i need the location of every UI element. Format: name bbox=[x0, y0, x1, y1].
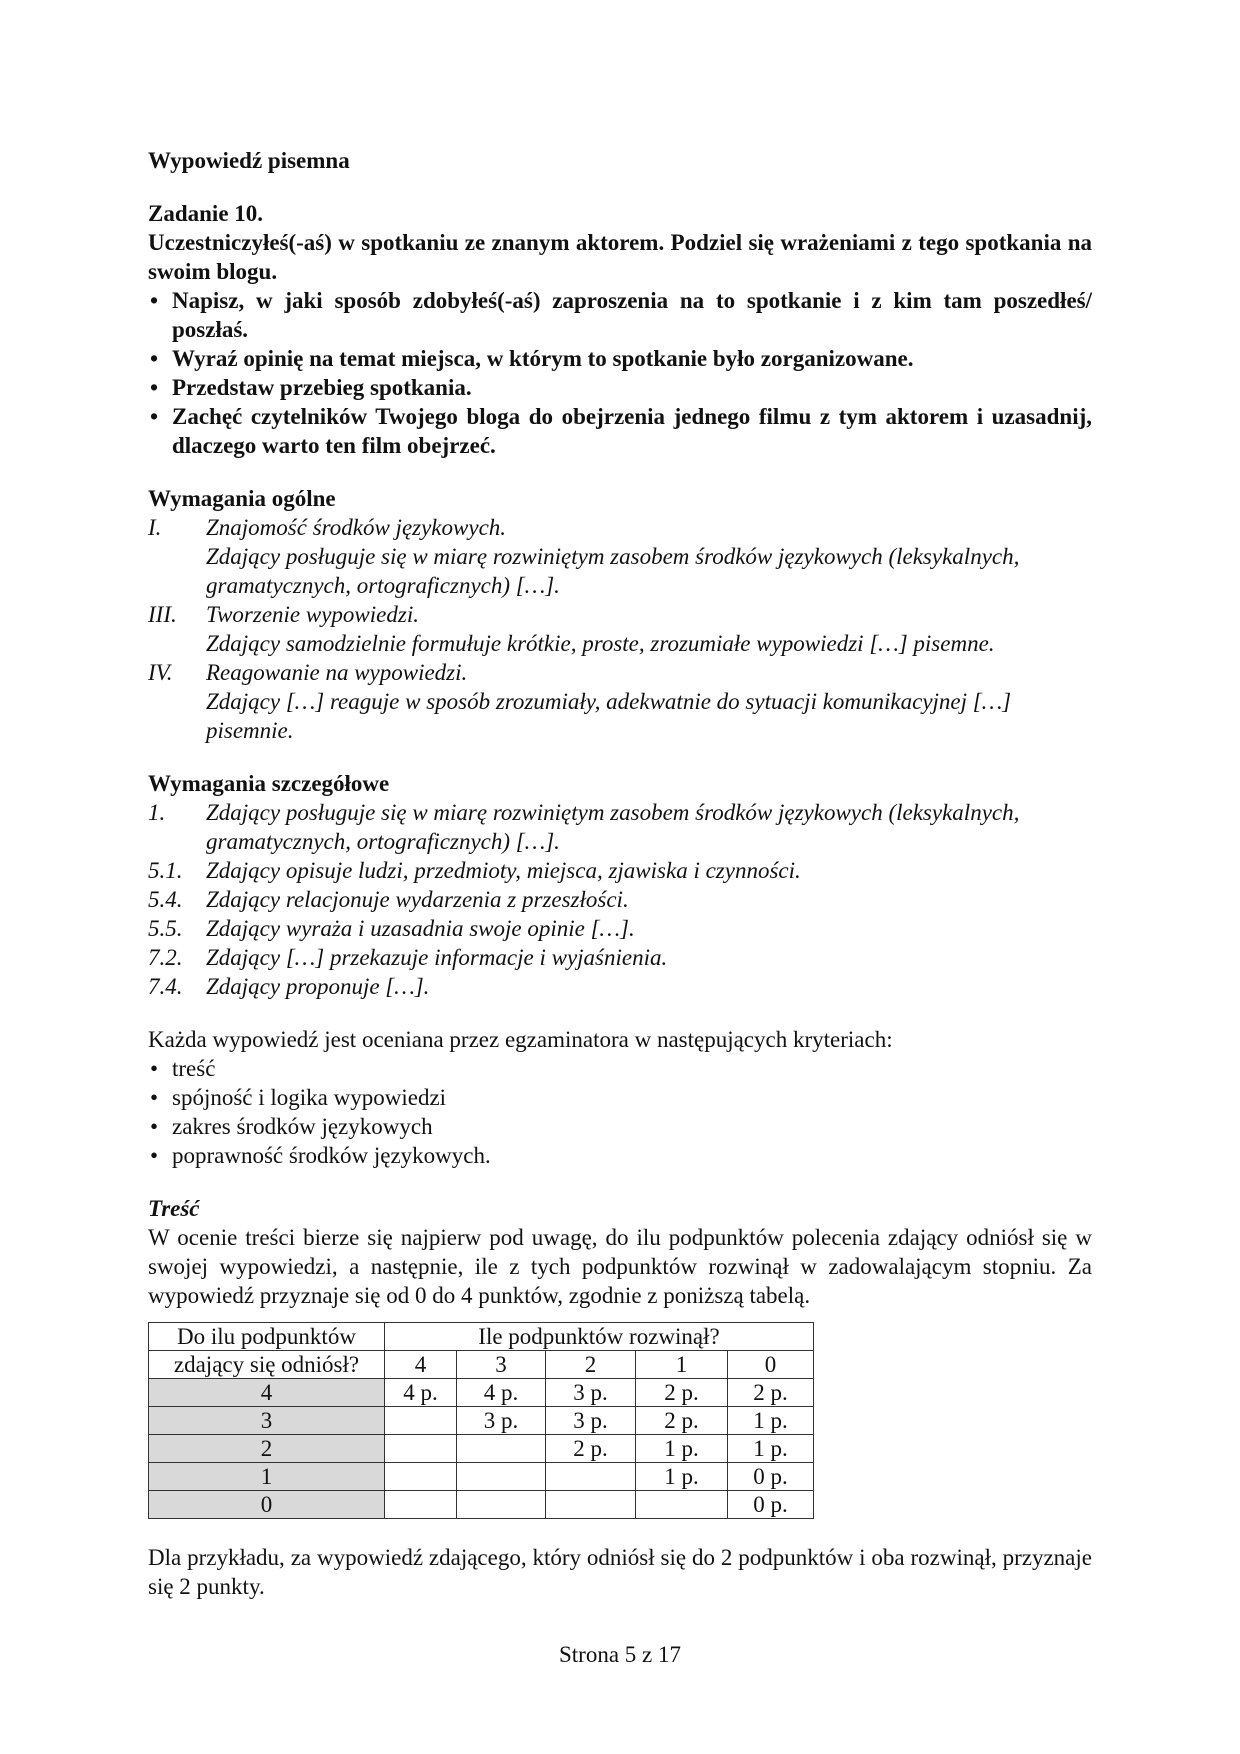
detailed-requirement-item bbox=[148, 856, 1092, 885]
requirement-number: I. bbox=[148, 515, 162, 540]
column-number-cell: 1 bbox=[636, 1351, 728, 1379]
score-cell bbox=[385, 1463, 457, 1491]
column-header-cell: Ile podpunktów rozwinął? bbox=[385, 1323, 814, 1351]
score-cell bbox=[457, 1491, 546, 1519]
task-title: Zadanie 10. bbox=[148, 201, 264, 226]
requirement-description: Zdający […] przekazuje informacje i wyjaśnienia. bbox=[206, 945, 668, 970]
general-requirements bbox=[148, 484, 1092, 745]
requirement-number: 5.5. bbox=[148, 916, 183, 941]
row-label-cell: 1 bbox=[149, 1463, 385, 1491]
score-table bbox=[148, 1322, 814, 1519]
table-row bbox=[149, 1379, 814, 1407]
score-cell: 3 p. bbox=[457, 1407, 546, 1435]
detailed-requirement-item bbox=[148, 885, 1092, 914]
score-cell bbox=[385, 1435, 457, 1463]
score-cell bbox=[457, 1435, 546, 1463]
criteria bbox=[148, 1025, 1092, 1170]
document-page bbox=[148, 146, 1092, 1601]
score-cell: 1 p. bbox=[636, 1435, 728, 1463]
criteria-item: • zakres środków językowych bbox=[148, 1112, 1092, 1141]
content-section-paragraph: W ocenie treści bierze się najpierw pod uwagę, do ilu podpunktów polecenia zdający odniósł się w swojej wypowiedzi, a następnie, ile z tych podpunktów rozwinął w zadowalającym stopniu. Za wypowiedź przyznaje się od 0 do 4 punktów, zgodnie z poniższą tabelą. bbox=[148, 1225, 1092, 1308]
score-cell bbox=[636, 1491, 728, 1519]
requirement-description: Zdający samodzielnie formułuje krótkie, proste, zrozumiałe wypowiedzi […] pisemne. bbox=[206, 631, 995, 656]
general-requirement-item bbox=[148, 600, 1092, 658]
criteria-list bbox=[148, 1054, 1092, 1170]
requirement-heading: Znajomość środków językowych. bbox=[206, 515, 507, 540]
requirement-number: 7.2. bbox=[148, 945, 183, 970]
criteria-item: • treść bbox=[148, 1054, 1092, 1083]
score-cell: 0 p. bbox=[728, 1491, 814, 1519]
table-row bbox=[149, 1491, 814, 1519]
score-cell: 2 p. bbox=[636, 1379, 728, 1407]
content-section bbox=[148, 1194, 1092, 1310]
requirement-number: III. bbox=[148, 602, 177, 627]
score-cell: 2 p. bbox=[728, 1379, 814, 1407]
score-cell: 1 p. bbox=[636, 1463, 728, 1491]
requirement-description: Zdający proponuje […]. bbox=[206, 974, 430, 999]
row-label-cell: 3 bbox=[149, 1407, 385, 1435]
score-cell: 2 p. bbox=[546, 1435, 636, 1463]
section-title: Wypowiedź pisemna bbox=[148, 148, 350, 173]
row-label-cell: 0 bbox=[149, 1491, 385, 1519]
requirement-description: Zdający posługuje się w miarę rozwiniętym zasobem środków językowych (leksykalnych, gramatycznych, ortograficznych) […]. bbox=[206, 800, 1020, 854]
score-cell: 2 p. bbox=[636, 1407, 728, 1435]
score-cell: 4 p. bbox=[457, 1379, 546, 1407]
detailed-requirement-item bbox=[148, 943, 1092, 972]
task-point: • Napisz, w jaki sposób zdobyłeś(-aś) zaproszenia na to spotkanie i z kim tam poszedłeś/ poszłaś. bbox=[148, 286, 1092, 344]
requirement-number: 1. bbox=[148, 800, 166, 825]
score-cell bbox=[385, 1491, 457, 1519]
detailed-requirement-item bbox=[148, 798, 1092, 856]
requirement-number: 5.1. bbox=[148, 858, 183, 883]
requirement-description: Zdający relacjonuje wydarzenia z przeszłości. bbox=[206, 887, 629, 912]
detailed-requirement-item bbox=[148, 972, 1092, 1001]
detailed-requirements bbox=[148, 769, 1092, 1001]
requirement-description: Zdający posługuje się w miarę rozwiniętym zasobem środków językowych (leksykalnych, gramatycznych, ortograficznych) […]. bbox=[206, 544, 1020, 598]
task-point: • Zachęć czytelników Twojego bloga do obejrzenia jednego filmu z tym aktorem i uzasadnij, dlaczego warto ten film obejrzeć. bbox=[148, 402, 1092, 460]
criteria-item: • spójność i logika wypowiedzi bbox=[148, 1083, 1092, 1112]
requirement-description: Zdający opisuje ludzi, przedmioty, miejsca, zjawiska i czynności. bbox=[206, 858, 801, 883]
requirement-number: 7.4. bbox=[148, 974, 183, 999]
column-number-cell: 0 bbox=[728, 1351, 814, 1379]
detailed-requirement-item bbox=[148, 914, 1092, 943]
general-requirement-item bbox=[148, 658, 1092, 745]
general-requirement-item bbox=[148, 513, 1092, 600]
table-row bbox=[149, 1463, 814, 1491]
page-footer: Strona 5 z 17 bbox=[558, 1642, 681, 1667]
requirement-heading: Reagowanie na wypowiedzi. bbox=[206, 660, 468, 685]
requirement-number: 5.4. bbox=[148, 887, 183, 912]
score-cell: 3 p. bbox=[546, 1379, 636, 1407]
requirement-description: Zdający wyraża i uzasadnia swoje opinie […]. bbox=[206, 916, 635, 941]
score-cell: 4 p. bbox=[385, 1379, 457, 1407]
requirement-heading: Tworzenie wypowiedzi. bbox=[206, 602, 419, 627]
score-cell bbox=[385, 1407, 457, 1435]
score-cell: 1 p. bbox=[728, 1407, 814, 1435]
content-section-title: Treść bbox=[148, 1196, 200, 1221]
detailed-requirements-title: Wymagania szczegółowe bbox=[148, 771, 390, 796]
task-prompt: Uczestniczyłeś(-aś) w spotkaniu ze znanym aktorem. Podziel się wrażeniami z tego spotkania na swoim blogu. bbox=[148, 230, 1092, 284]
general-requirements-title: Wymagania ogólne bbox=[148, 486, 336, 511]
row-label-cell: 2 bbox=[149, 1435, 385, 1463]
requirement-description: Zdający […] reaguje w sposób zrozumiały, adekwatnie do sytuacji komunikacyjnej […] pisemnie. bbox=[206, 689, 1012, 743]
column-number-cell: 3 bbox=[457, 1351, 546, 1379]
column-number-cell: 4 bbox=[385, 1351, 457, 1379]
table-row bbox=[149, 1407, 814, 1435]
row-label-cell: 4 bbox=[149, 1379, 385, 1407]
row-header-cell: zdający się odniósł? bbox=[149, 1351, 385, 1379]
score-cell: 3 p. bbox=[546, 1407, 636, 1435]
task-point: • Przedstaw przebieg spotkania. bbox=[148, 373, 1092, 402]
row-header-cell: Do ilu podpunktów bbox=[149, 1323, 385, 1351]
score-cell: 0 p. bbox=[728, 1463, 814, 1491]
table-row bbox=[149, 1435, 814, 1463]
requirement-number: IV. bbox=[148, 660, 173, 685]
task-points-list bbox=[148, 286, 1092, 460]
score-cell bbox=[457, 1463, 546, 1491]
score-cell: 1 p. bbox=[728, 1435, 814, 1463]
criteria-item: • poprawność środków językowych. bbox=[148, 1141, 1092, 1170]
task-point: • Wyraź opinię na temat miejsca, w którym to spotkanie było zorganizowane. bbox=[148, 344, 1092, 373]
score-cell bbox=[546, 1491, 636, 1519]
score-cell bbox=[546, 1463, 636, 1491]
criteria-intro: Każda wypowiedź jest oceniana przez egzaminatora w następujących kryteriach: bbox=[148, 1027, 893, 1052]
column-number-cell: 2 bbox=[546, 1351, 636, 1379]
example-text: Dla przykładu, za wypowiedź zdającego, który odniósł się do 2 podpunktów i oba rozwinął, przyznaje się 2 punkty. bbox=[148, 1545, 1092, 1599]
